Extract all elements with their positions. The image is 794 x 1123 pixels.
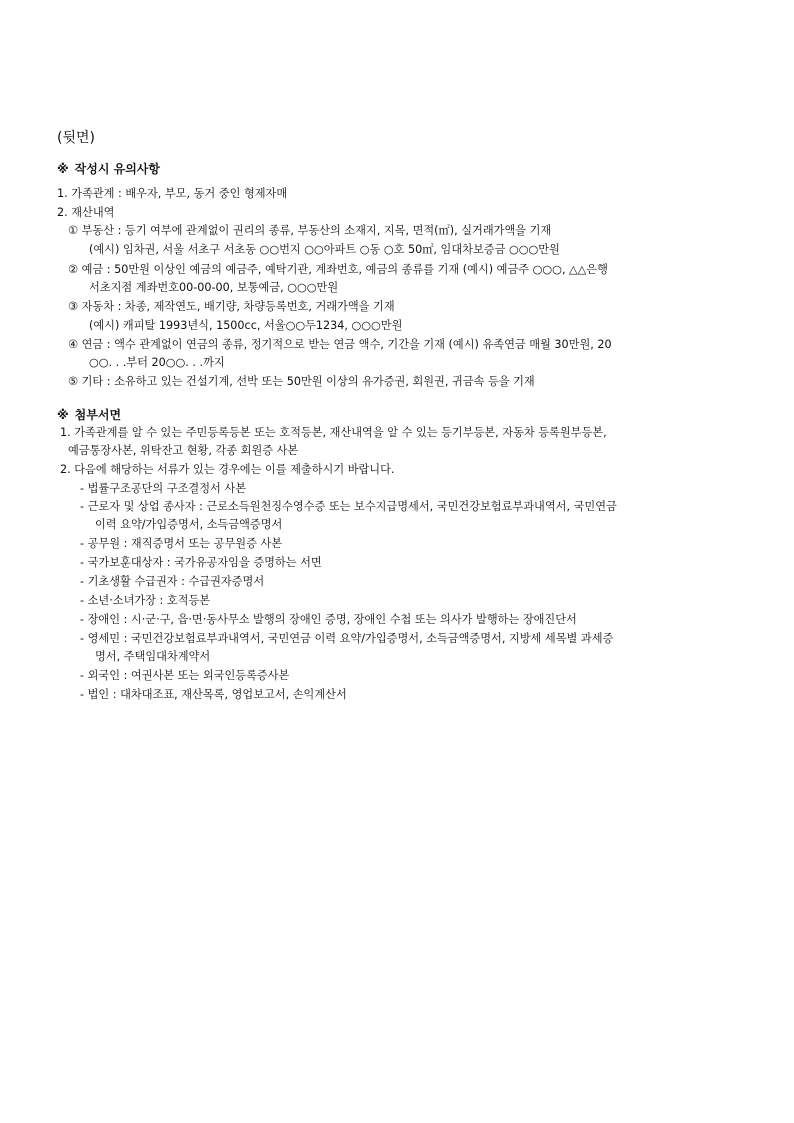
attach-line: - 기초생활 수급권자 : 수급권자증명서 [80, 575, 265, 588]
attach-line: - 근로자 및 상업 종사자 : 근로소득원천징수영수증 또는 보수지급명세서, 국민건강보험료부과내역서, 국민연금 [80, 500, 617, 513]
note-item-family: 1. 가족관계 : 배우자, 부모, 동거 중인 형제자매 [57, 187, 288, 200]
attach-line: 이력 요약/가입증명서, 소득금액증명서 [95, 518, 283, 531]
attach-line: - 영세민 : 국민건강보험료부과내역서, 국민연금 이력 요약/가입증명서, 소득금액증명서, 지방세 세목별 과세증 [80, 632, 614, 645]
attach-line: 명서, 주택임대차계약서 [95, 650, 211, 663]
notes-title-text: 작성시 유의사항 [74, 162, 160, 176]
attach-line: 2. 다음에 해당하는 서류가 있는 경우에는 이를 제출하시기 바랍니다. [60, 463, 395, 476]
note-sub-pension: ④ 연금 : 액수 관계없이 연금의 종류, 정기적으로 받는 연금 액수, 기간을 기재 (예시) 유족연금 매월 30만원, 20 [68, 338, 612, 351]
note-sub-other: ⑤ 기타 : 소유하고 있는 건설기계, 선박 또는 50만원 이상의 유가증권, 회원권, 귀금속 등을 기재 [68, 375, 535, 388]
attach-line: - 소년·소녀가장 : 호적등본 [80, 594, 211, 607]
note-sub-realestate-example: (예시) 임차권, 서울 서초구 서초동 ○○번지 ○○아파트 ○동 ○호 50㎡, 임대차보증금 ○○○만원 [89, 243, 560, 256]
note-sub-pension-cont: ○○. . .부터 20○○. . .까지 [89, 356, 225, 369]
note-sub-car: ③ 자동차 : 차종, 제작연도, 배기량, 차량등록번호, 거래가액을 기재 [68, 300, 395, 313]
back-side-label: (뒷면) [57, 130, 95, 146]
reference-mark-icon: ※ [57, 162, 69, 176]
attach-line: - 장애인 : 시·군·구, 읍·면·동사무소 발행의 장애인 증명, 장애인 수첩 또는 의사가 발행하는 장애진단서 [80, 613, 577, 626]
note-item-assets: 2. 재산내역 [57, 206, 115, 219]
note-sub-car-example: (예시) 캐피탈 1993년식, 1500cc, 서울○○두1234, ○○○만원 [89, 319, 403, 332]
note-sub-deposit: ② 예금 : 50만원 이상인 예금의 예금주, 예탁기관, 계좌번호, 예금의 종류를 기재 (예시) 예금주 ○○○, △△은행 [68, 263, 608, 276]
attach-line: - 법률구조공단의 구조결정서 사본 [80, 482, 247, 495]
attach-line: 1. 가족관계를 알 수 있는 주민등록등본 또는 호적등본, 재산내역을 알 수 있는 등기부등본, 자동차 등록원부등본, [60, 426, 607, 439]
attach-line: - 공무원 : 재직증명서 또는 공무원증 사본 [80, 537, 283, 550]
reference-mark-icon: ※ [57, 408, 69, 422]
attach-line: 예금통장사본, 위탁잔고 현황, 각종 회원증 사본 [68, 444, 299, 457]
attach-line: - 국가보훈대상자 : 국가유공자임을 증명하는 서면 [80, 556, 322, 569]
attachments-section-title [57, 406, 121, 423]
notes-section-title [57, 160, 160, 177]
note-sub-deposit-cont: 서초지점 계좌번호00-00-00, 보통예금, ○○○만원 [89, 281, 339, 294]
note-sub-realestate: ① 부동산 : 등기 여부에 관계없이 권리의 종류, 부동산의 소재지, 지목, 면적(㎡), 실거래가액을 기재 [68, 224, 552, 237]
attach-line: - 외국인 : 여권사본 또는 외국인등록증사본 [80, 669, 290, 682]
attachments-title-text: 첨부서면 [74, 408, 122, 422]
attach-line: - 법인 : 대차대조표, 재산목록, 영업보고서, 손익계산서 [80, 688, 347, 701]
